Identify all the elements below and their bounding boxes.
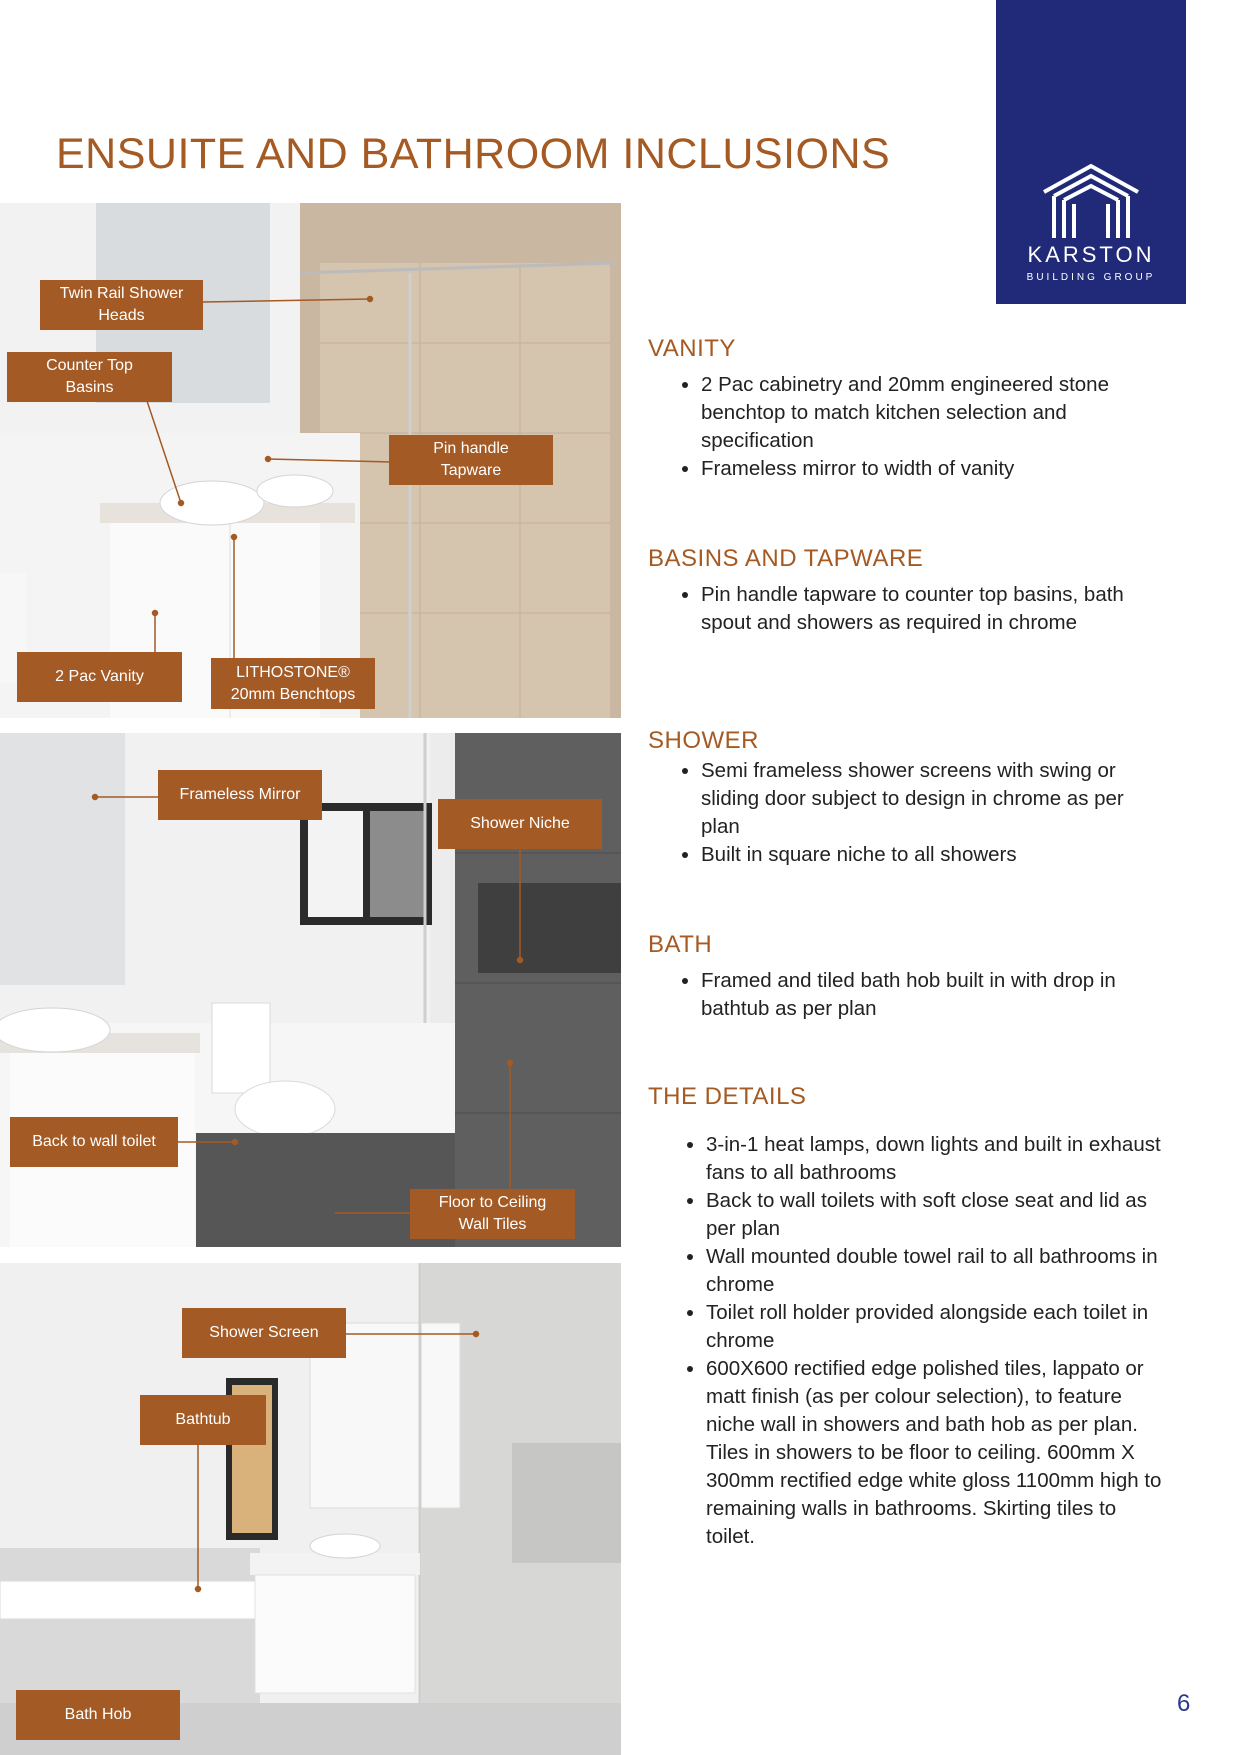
list-item: • Built in square niche to all showers [701, 841, 1168, 869]
list-item: • Wall mounted double towel rail to all bathrooms in chrome [706, 1243, 1168, 1299]
section-heading: BATH [648, 931, 713, 958]
tag-back-to-wall-toilet: Back to wall toilet [10, 1117, 178, 1167]
tag-lithostone-benchtops: LITHOSTONE® 20mm Benchtops [211, 658, 375, 709]
list-item: • 3-in-1 heat lamps, down lights and built in exhaust fans to all bathrooms [706, 1131, 1168, 1187]
section-heading: THE DETAILS [648, 1083, 807, 1110]
list-item: • Framed and tiled bath hob built in with drop in bathtub as per plan [701, 967, 1168, 1023]
tag-shower-screen: Shower Screen [182, 1308, 346, 1358]
page-title: ENSUITE AND BATHROOM INCLUSIONS [56, 130, 891, 178]
list-item: • Back to wall toilets with soft close seat and lid as per plan [706, 1187, 1168, 1243]
tag-twin-rail-shower-heads: Twin Rail Shower Heads [40, 280, 203, 330]
logo-name: KARSTON [1027, 242, 1155, 267]
section-shower [648, 727, 1168, 869]
list-item: • Pin handle tapware to counter top basins, bath spout and showers as required in chrome [701, 581, 1168, 637]
tag-floor-to-ceiling-wall-tiles: Floor to Ceiling Wall Tiles [410, 1189, 575, 1239]
page-number: 6 [1177, 1690, 1191, 1717]
section-vanity [648, 335, 1168, 483]
tag-frameless-mirror: Frameless Mirror [158, 770, 322, 820]
section-heading: VANITY [648, 335, 736, 362]
section-bath [648, 931, 1168, 1023]
section-heading: BASINS AND TAPWARE [648, 545, 924, 572]
list-item: • 600X600 rectified edge polished tiles, lappato or matt finish (as per colour selection), to feature niche wall in showers and bath hob as per plan. Tiles in showers to be floor to ceiling. 600mm X 300mm rectified edge white gloss 1100mm high to remaining walls in bathrooms. Skirting tiles to toilet. [706, 1355, 1168, 1551]
tag-bath-hob: Bath Hob [16, 1690, 180, 1740]
tag-counter-top-basins: Counter Top Basins [7, 352, 172, 402]
tag-shower-niche: Shower Niche [438, 799, 602, 849]
tag-bathtub: Bathtub [140, 1395, 266, 1445]
bath-photo [0, 1263, 621, 1755]
bathroom-photo [0, 733, 621, 1247]
list-item: • 2 Pac cabinetry and 20mm engineered stone benchtop to match kitchen selection and specification [701, 371, 1168, 455]
section-basins-and-tapware [648, 545, 1168, 637]
karston-logo [996, 0, 1186, 304]
logo-subtitle: BUILDING GROUP [1026, 272, 1156, 283]
tag-pin-handle-tapware: Pin handle Tapware [389, 435, 553, 485]
section-heading: SHOWER [648, 727, 759, 754]
house-logo-icon [1038, 162, 1144, 240]
list-item: • Frameless mirror to width of vanity [701, 455, 1168, 483]
section-the-details [648, 1083, 1168, 1551]
list-item: • Semi frameless shower screens with swing or sliding door subject to design in chrome as per plan [701, 757, 1168, 841]
tag-2-pac-vanity: 2 Pac Vanity [17, 652, 182, 702]
ensuite-photo [0, 203, 621, 718]
list-item: • Toilet roll holder provided alongside each toilet in chrome [706, 1299, 1168, 1355]
